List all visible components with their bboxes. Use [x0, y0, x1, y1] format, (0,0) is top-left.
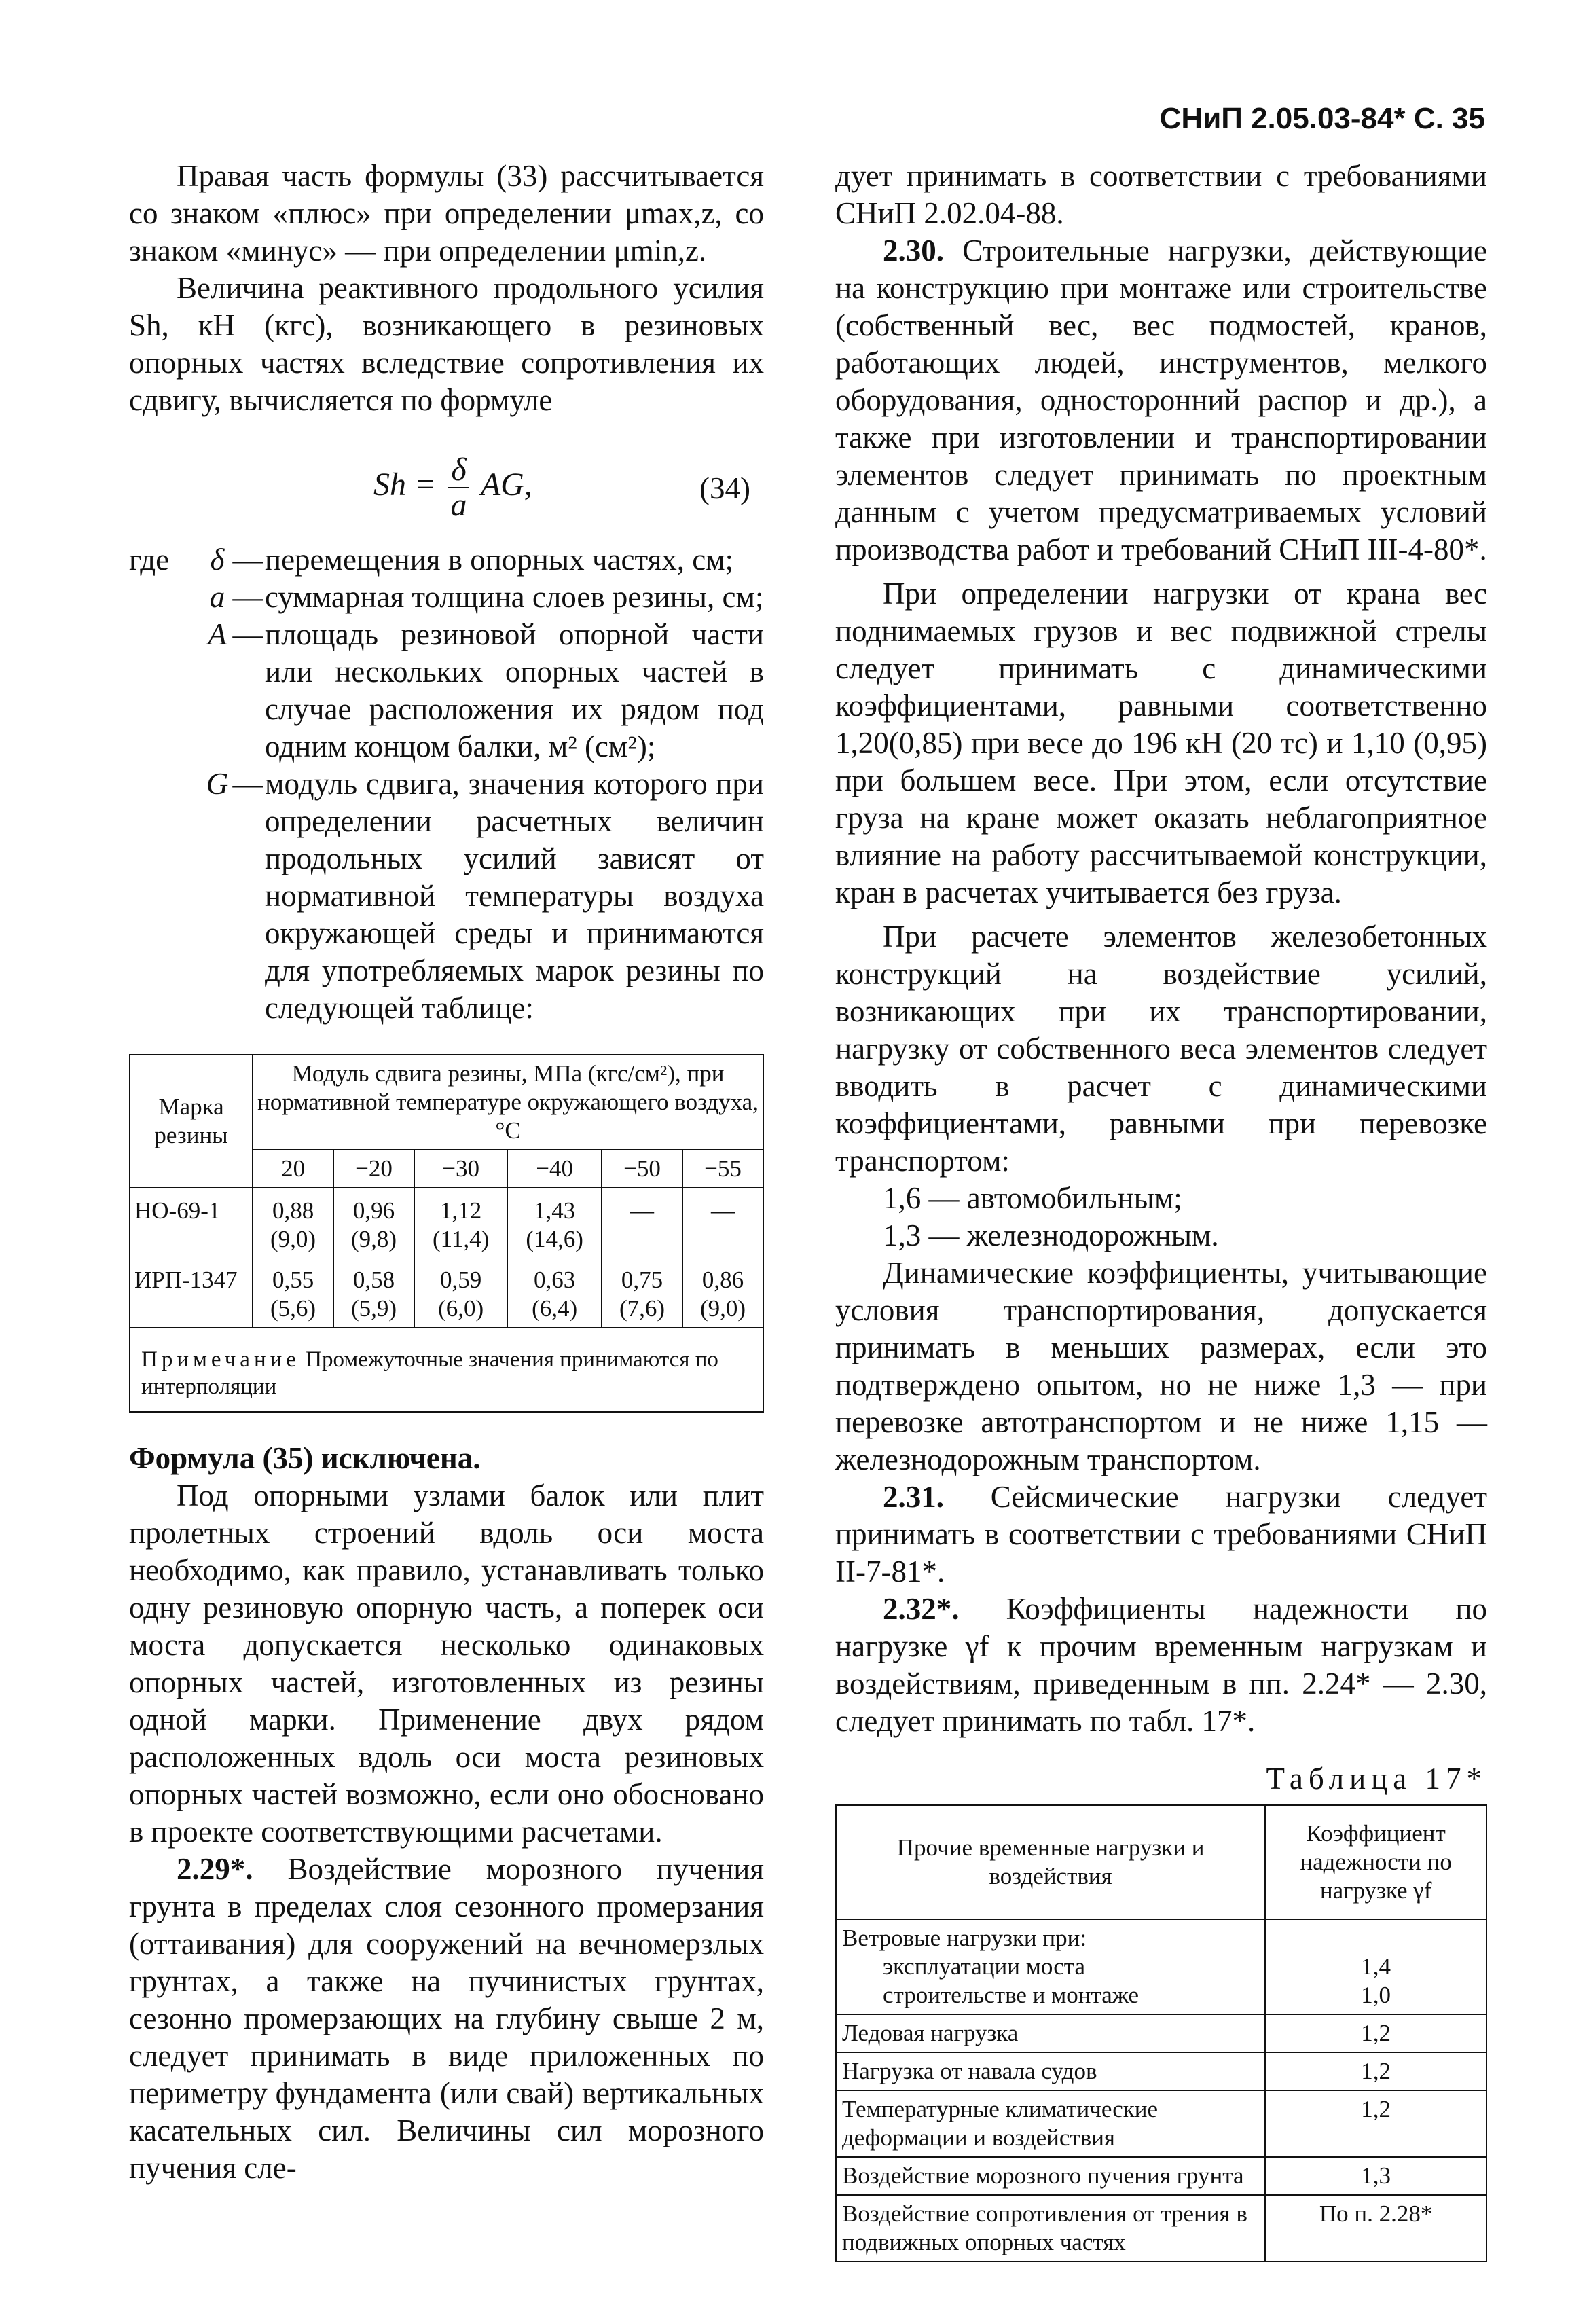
formula-rhs: AG,: [480, 467, 532, 503]
table-row: [836, 2090, 1486, 2157]
clause-text: Коэффициенты надежности по нагрузке γf к прочим временным нагрузкам и воздействиям, приведенным в пп. 2.24* — 2.30, следует принимать по табл. 17*.: [835, 1592, 1487, 1738]
wind-value: 1,0: [1361, 1982, 1391, 2008]
where-symbol: G: [206, 767, 229, 801]
paragraph: [835, 1478, 1487, 1591]
table-row: [130, 1188, 763, 1258]
table-cell-brand: ИРП-1347: [130, 1258, 253, 1328]
table-cell: —: [682, 1188, 763, 1258]
table-cell: 0,63 (6,4): [507, 1258, 602, 1328]
formula-numerator: δ: [448, 453, 469, 488]
where-description: перемещения в опорных частях, см;: [265, 543, 734, 577]
table-cell-value: По п. 2.28*: [1265, 2195, 1486, 2262]
list-item: 1,6 — автомобильным;: [883, 1181, 1182, 1215]
table-row: [836, 1919, 1486, 2014]
formula-expression: [373, 453, 532, 522]
table-header-modulus: Модуль сдвига резины, МПа (кгс/см²), при нормативной температуре окружающего воздуха, °С: [253, 1055, 763, 1150]
where-description: модуль сдвига, значения которого при определении расчетных величин продольных усилий зависят от нормативной температуры воздуха окружающей среды и принимаются для употребляемых марок резины по следующей таблице:: [265, 767, 764, 1025]
formula-lhs: Sh =: [373, 467, 437, 503]
formula-denominator: a: [450, 487, 467, 523]
where-dash: —: [232, 617, 263, 651]
paragraph: Под опорными узлами балок или плит пролетных строений вдоль оси моста необходимо, как правило, устанавливать только одну резиновую опорную часть, а поперек оси моста допускается несколько одинаковых опорных частей, изготовленных из резины одной марки. Применение двух рядом расположенных вдоль оси моста резиновых опорных частей возможно, если оно обосновано в проекте соответствующими расчетами.: [129, 1478, 764, 1849]
table-cell: 0,55 (5,6): [253, 1258, 333, 1328]
reliability-coefficient-table: [835, 1804, 1487, 2262]
where-list: [129, 541, 764, 1027]
paragraph: [835, 232, 1487, 568]
table-cell: 0,96 (9,8): [333, 1188, 414, 1258]
table-header-temp: −50: [602, 1150, 682, 1188]
where-description: площадь резиновой опорной части или нескольких опорных частей в случае расположения их рядом под одним концом балки, м² (см²);: [265, 617, 764, 763]
table-header-coefficient: Коэффициент надежности по нагрузке γf: [1265, 1805, 1486, 1919]
table-cell-value: [1265, 1919, 1486, 2014]
clause-text: Строительные нагрузки, действующие на конструкцию при монтаже или строительстве (собственный вес, вес подмостей, кранов, работающих людей, инструментов, мелкого оборудования, односторонний распор и др.), а также при изготовлении и транспортировании элементов следует принимать по проектным данным с учетом предусматриваемых условий производства работ и требований СНиП III-4-80*.: [835, 234, 1487, 566]
table-row: [836, 2157, 1486, 2195]
table-cell: 0,88 (9,0): [253, 1188, 333, 1258]
where-symbol: A: [208, 617, 227, 651]
wind-subitem: строительстве и монтаже: [883, 1982, 1139, 2008]
wind-value: 1,4: [1361, 1953, 1391, 1980]
table-row: [130, 1258, 763, 1328]
right-column: [835, 158, 1487, 2262]
where-symbol: a: [209, 580, 225, 614]
table-header-temp: 20: [253, 1150, 333, 1188]
where-dash: —: [232, 580, 263, 614]
table-caption: Таблица 17*: [1266, 1762, 1487, 1796]
formula-number: (34): [699, 471, 750, 505]
table-cell-label: [836, 1919, 1265, 2014]
spacer: [1271, 1924, 1480, 1953]
table-cell: 0,58 (5,9): [333, 1258, 414, 1328]
table-row: [836, 2014, 1486, 2052]
paragraph: Правая часть формулы (33) рассчитывается со знаком «плюс» при определении μmax,z, со знаком «минус» — при определении μmin,z.: [129, 159, 764, 268]
paragraph: дует принимать в соответствии с требованиями СНиП 2.02.04-88.: [835, 159, 1487, 230]
list-item: 1,3 — железнодорожным.: [883, 1218, 1219, 1252]
table-cell: 1,43 (14,6): [507, 1188, 602, 1258]
table-note-text: Промежуточные значения принимаются по интерполяции: [141, 1347, 718, 1399]
paragraph: [129, 1851, 764, 2187]
where-symbol: δ: [210, 543, 225, 577]
table-row: [836, 2052, 1486, 2090]
table-header-temp: −20: [333, 1150, 414, 1188]
table-header-temp: −55: [682, 1150, 763, 1188]
clause-number: 2.31.: [883, 1480, 944, 1514]
table-cell-label: Температурные климатические деформации и воздействия: [836, 2090, 1265, 2157]
table-cell: 0,59 (6,0): [414, 1258, 507, 1328]
table-cell-label: Воздействие морозного пучения грунта: [836, 2157, 1265, 2195]
clause-number: 2.32*.: [883, 1592, 960, 1626]
table-cell-brand: НО-69-1: [130, 1188, 253, 1258]
paragraph: Величина реактивного продольного усилия Sh, кН (кгс), возникающего в резиновых опорных частях вследствие сопротивления их сдвигу, вычисляется по формуле: [129, 271, 764, 417]
where-description: суммарная толщина слоев резины, см;: [265, 580, 764, 614]
table-cell: —: [602, 1188, 682, 1258]
table-cell-label: Воздействие сопротивления от трения в подвижных опорных частях: [836, 2195, 1265, 2262]
wind-subitem: эксплуатации моста: [883, 1953, 1086, 1980]
where-dash: —: [232, 767, 263, 801]
rubber-shear-modulus-table: [129, 1054, 764, 1413]
paragraph: Динамические коэффициенты, учитывающие условия транспортирования, допускается принимать в меньших размерах, если это подтверждено опытом, но не ниже 1,3 — при перевозке автотранспортом и не ниже 1,15 — железнодорожным транспортом.: [835, 1256, 1487, 1476]
clause-number: 2.30.: [883, 234, 944, 268]
clause-text: Воздействие морозного пучения грунта в пределах слоя сезонного промерзания (оттаивания) для сооружений на вечномерзлых грунтах, а также на пучинистых грунтах, сезонно промерзающих на глубину свыше 2 м, следует принимать в виде приложенных по периметру фундамента (или свай) вертикальных касательных сил. Величины сил морозного пучения сле-: [129, 1852, 764, 2185]
table-row: [836, 2195, 1486, 2262]
table-cell: 1,12 (11,4): [414, 1188, 507, 1258]
table-cell-label: Ледовая нагрузка: [836, 2014, 1265, 2052]
paragraph: При определении нагрузки от крана вес поднимаемых грузов и вес подвижной стрелы следует принимать с динамическими коэффициентами, равными соответственно 1,20(0,85) при весе до 196 кН (20 тс) и 1,10 (0,95) при большем весе. При этом, если отсутствие груза на кране может оказать неблагоприятное влияние на работу рассчитываемой конструкции, кран в расчетах учитывается без груза.: [835, 577, 1487, 909]
paragraph: При расчете элементов железобетонных конструкций на воздействие усилий, возникающих при их транспортировании, нагрузку от собственного веса элементов следует вводить в расчет с динамическими коэффициентами, равными при перевозке транспортом:: [835, 920, 1487, 1178]
table-note-label: Примечание: [141, 1347, 300, 1372]
where-dash: —: [232, 543, 263, 577]
clause-number: 2.29*.: [177, 1852, 253, 1886]
where-word: где: [129, 543, 170, 577]
table-cell-value: 1,3: [1265, 2157, 1486, 2195]
page-header: СНиП 2.05.03-84* С. 35: [1159, 102, 1485, 135]
wind-title: Ветровые нагрузки при:: [842, 1925, 1087, 1951]
table-cell-label: Нагрузка от навала судов: [836, 2052, 1265, 2090]
table-header-loads: Прочие временные нагрузки и воздействия: [836, 1805, 1265, 1919]
table-cell-value: 1,2: [1265, 2090, 1486, 2157]
table-cell: 0,75 (7,6): [602, 1258, 682, 1328]
table-note-row: [130, 1328, 763, 1412]
formula-34: [129, 433, 764, 534]
table-header-brand: Марка резины: [130, 1055, 253, 1188]
formula-35-excluded: Формула (35) исключена.: [129, 1441, 481, 1475]
table-cell: 0,86 (9,0): [682, 1258, 763, 1328]
formula-fraction: [448, 453, 469, 522]
table-cell-value: 1,2: [1265, 2052, 1486, 2090]
paragraph: [835, 1591, 1487, 1740]
table-header-temp: −30: [414, 1150, 507, 1188]
table-cell-value: 1,2: [1265, 2014, 1486, 2052]
clause-text: Сейсмические нагрузки следует принимать в соответствии с требованиями СНиП II-7-81*.: [835, 1480, 1487, 1588]
paragraph-bold: [129, 1440, 764, 1477]
table-header-temp: −40: [507, 1150, 602, 1188]
left-column: [129, 158, 764, 2187]
table-note: [130, 1328, 763, 1412]
